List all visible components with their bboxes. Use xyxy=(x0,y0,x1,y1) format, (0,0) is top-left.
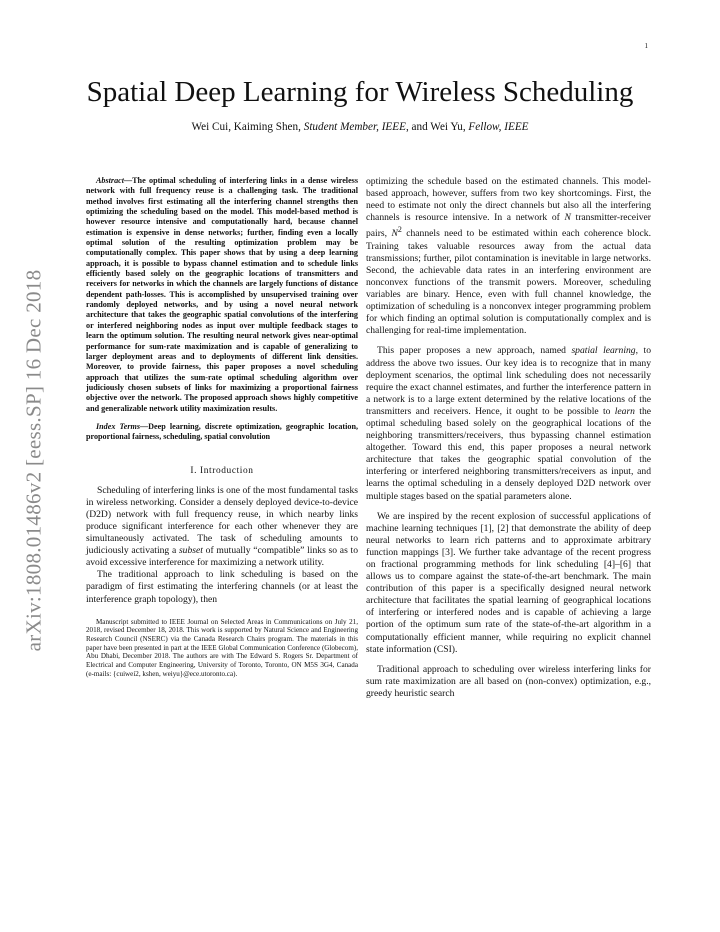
index-terms-lead: Index Terms xyxy=(96,421,141,431)
right-p1-math-n-squared: N xyxy=(391,228,398,240)
right-p1-math-n: N xyxy=(564,212,571,224)
right-p2-text-b: , to address the above two issues. Our key idea is to recognize that in many deployment scenarios, the optimal link scheduling does not necessarily require the exact channel estimates, and further the interference pattern in a network is to a large extent determined by the relative locations of the transmitters and receivers. Hence, it ought to be possible to xyxy=(366,345,651,417)
section-heading-introduction: I. Introduction xyxy=(190,465,254,476)
intro-paragraph-2: The traditional approach to link scheduling is based on the paradigm of first estimating the interfering channels (or at least the interference graph topology), then xyxy=(86,569,358,605)
abstract-lead: Abstract xyxy=(96,176,124,185)
footnote xyxy=(86,618,358,679)
page-number: 1 xyxy=(644,42,648,50)
intro-p1-text-a: Scheduling of interfering links is one of the most fundamental tasks in wireless networking. Consider a densely deployed device-to-device (D2D) network with full frequency reuse, in which nearby links produce significant interference for each other whenever they are simultaneously activated. The task of scheduling amounts to judiciously activating a xyxy=(86,484,358,557)
index-terms xyxy=(86,422,358,443)
right-paragraph-3: We are inspired by the recent explosion of successful applications of machine learning techniques [1], [2] that demonstrate the ability of deep neural networks to learn rich patterns and to approximate arbitrary function mappings [3]. We further take advantage of the recent progress on fractional programming methods for link scheduling [4]–[6] that allows us to compare against the state-of-the-art benchmark. The main contribution of this paper is a specifically designed neural network architecture that facilitates the spatial learning of geographical locations of interfering or interfered nodes and is capable of achieving a large portion of the optimum sum rate of the state-of-the-art algorithm in a computationally efficient manner, while requiring no explicit channel state information (CSI). xyxy=(366,510,651,655)
arxiv-stamp xyxy=(8,240,60,680)
right-p2-emphasis-learn: learn xyxy=(614,405,635,417)
right-p2-emphasis-spatial-learning: spatial learning xyxy=(571,345,636,357)
author-line xyxy=(60,121,660,133)
right-paragraph-2 xyxy=(366,345,651,502)
right-p2-text-c: the optimal scheduling based solely on the geographical locations of the neighboring transmitters/receivers, thus bypassing channel estimation altogether. Toward this end, this paper proposes a neural network architecture that takes the geographic spatial convolution of the interfering or interfered neighboring transmitters/receivers as input, and learns the optimal scheduling in a densely deployed D2D network over multiple stages based on the spatial parameters alone. xyxy=(366,405,652,502)
abstract xyxy=(86,176,358,414)
paper-title: Spatial Deep Learning for Wireless Scheduling xyxy=(86,76,634,108)
right-paragraph-1 xyxy=(366,176,651,337)
intro-p1-emphasis: subset xyxy=(178,545,203,557)
author-names-2: , and Wei Yu, xyxy=(405,121,469,133)
right-p1-superscript: 2 xyxy=(397,225,402,235)
right-p1-text-b: transmitter-receiver pairs, xyxy=(366,212,651,240)
index-terms-text: —Deep learning, discrete optimization, geographic location, proportional fairness, scheduling, spatial convolution xyxy=(86,421,358,442)
author-names-1: Wei Cui, Kaiming Shen, xyxy=(191,121,304,133)
author-role-2: Fellow, IEEE xyxy=(468,121,529,133)
abstract-text: —The optimal scheduling of interfering links in a dense wireless network with full frequency reuse is a challenging task. The traditional method involves first estimating all the interfering channel strengths then optimizing the scheduling based on the model. This model-based method is however resource intensive and computationally hard, because channel estimation is expensive in dense networks; further, finding even a locally optimal solution of the resulting optimization problem may be computationally complex. This paper shows that by using a deep learning approach, it is possible to bypass channel estimation and to schedule links efficiently based solely on the geographic locations of transmitters and receivers for networks in which the channels are largely functions of distance dependent path-losses. This is accomplished by unsupervised training over randomly deployed networks, and by using a novel neural network architecture that takes the geographic spatial convolutions of the interfering or interfered neighboring nodes as input over multiple feedback stages to learn the optimum solution. The resulting neural network gives near-optimal performance for sum-rate maximization and is capable of generalizing to larger deployment areas and to deployments of different link densities. Moreover, to provide fairness, this paper proposes a novel scheduling approach that utilizes the sum-rate optimal scheduling algorithm over judiciously chosen subsets of links for maximizing a proportional fairness objective over the network. The proposed approach shows highly competitive and generalizable network utility maximization results. xyxy=(86,176,358,413)
footnote-text: Manuscript submitted to IEEE Journal on Selected Areas in Communications on July 21, 2018, revised December 18, 2018. This work is supported by Natural Science and Engineering Research Council (NSERC) via the Canada Research Chairs program. The materials in this paper have been presented in part at the IEEE Global Communication Conference (Globecom), Abu Dhabi, December 2018. The authors are with The Edward S. Rogers Sr. Department of Electrical and Computer Engineering, University of Toronto, Toronto, ON M5S 3G4, Canada (e-mails: {cuiwei2, kshen, weiyu}@ece.utoronto.ca). xyxy=(86,617,358,678)
intro-p1-text-b: of mutually “compatible” links so as to avoid excessive interference for maximizing a network utility. xyxy=(86,545,359,569)
right-column xyxy=(366,176,651,700)
right-p2-text-a: This paper proposes a new approach, named xyxy=(377,345,572,357)
right-p1-text-a: optimizing the schedule based on the estimated channels. This model-based approach, however, suffers from two key shortcomings. First, the need to estimate not only the direct channels but also all the interfering channels is resource intensive. In a network of xyxy=(366,176,651,224)
arxiv-stamp-text: arXiv:1808.01486v2 [eess.SP] 16 Dec 2018 xyxy=(21,269,46,651)
author-role-1: Student Member, IEEE xyxy=(303,121,406,133)
right-p1-text-c: channels need to be estimated within each coherence block. Training takes valuable resources away from the actual data transmissions; further, pilot contamination is inevitable in large networks. Second, the achievable data rates in an interfering environment are nonconvex functions of the transmit powers. Moreover, scheduling variables are binary. Hence, even with full channel knowledge, the optimization of scheduling is a nonconvex integer programming problem for which finding an optimal solution is computationally complex and is challenging for real-time implementation. xyxy=(366,228,651,337)
right-paragraph-4: Traditional approach to scheduling over wireless interfering links for sum rate maximization are all based on (non-convex) optimization, e.g., greedy heuristic search xyxy=(366,663,651,699)
intro-paragraph-1 xyxy=(86,485,358,570)
left-column xyxy=(86,176,358,679)
